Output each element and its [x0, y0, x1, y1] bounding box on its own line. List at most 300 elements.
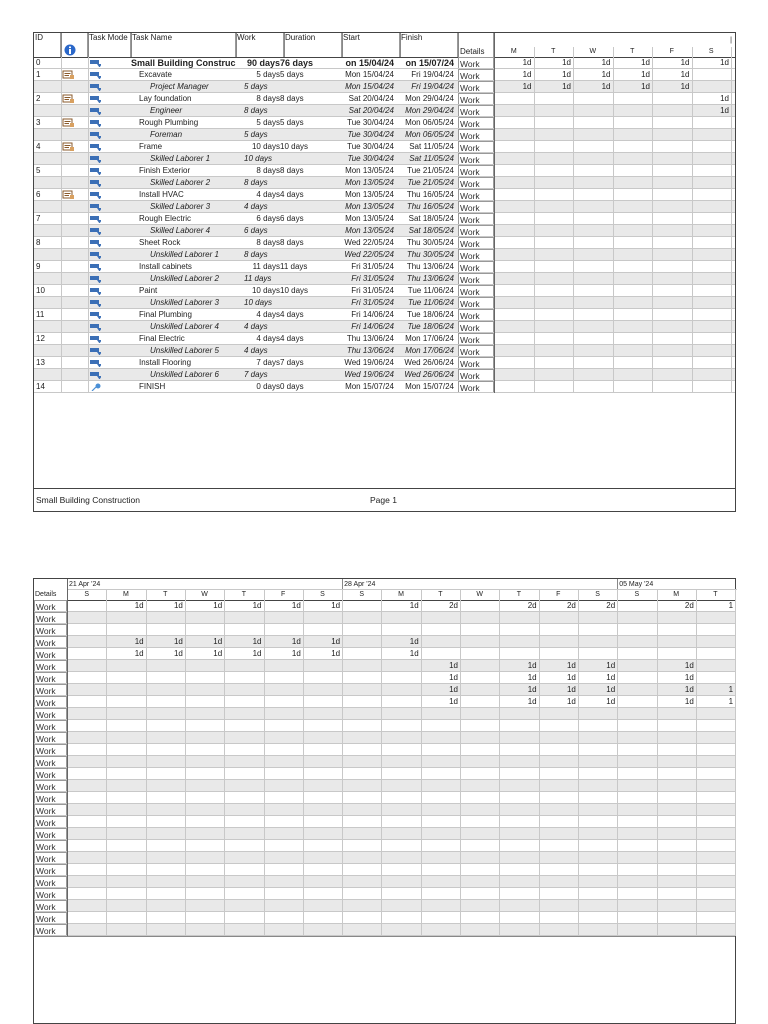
task-duration: 8 days: [280, 94, 304, 103]
header-day: M: [398, 591, 404, 598]
header-trailing-tick: |: [730, 37, 732, 44]
manual-schedule-pin-icon: [90, 383, 101, 391]
task-work: 4 days: [256, 310, 280, 319]
notes-icon[interactable]: [62, 118, 74, 128]
timescale-divider: [692, 57, 693, 393]
timescale-value: 1d: [720, 58, 729, 67]
header-day: S: [708, 48, 714, 55]
timescale-divider: [731, 57, 732, 393]
details-work-label: Work: [34, 828, 67, 840]
task-work: 10 days: [244, 298, 273, 307]
details-work-label: Work: [458, 261, 494, 273]
details-work-label: Work: [458, 345, 494, 357]
task-finish: Wed 26/06/24: [404, 358, 454, 367]
auto-schedule-icon: [90, 167, 101, 175]
task-start: Sat 20/04/24: [348, 94, 394, 103]
notes-icon[interactable]: [62, 94, 74, 104]
row-id: 5: [36, 166, 41, 175]
task-work: 8 days: [244, 250, 268, 259]
header-day: W: [476, 591, 483, 598]
task-work: 6 days: [256, 214, 280, 223]
task-start: Mon 13/05/24: [345, 202, 394, 211]
details-work-label: Work: [34, 660, 67, 672]
task-start: Tue 30/04/24: [347, 154, 394, 163]
task-name[interactable]: Skilled Laborer 1: [150, 154, 211, 163]
task-duration: 4 days: [280, 190, 304, 199]
task-start: Wed 19/06/24: [344, 370, 394, 379]
usage-row: [34, 852, 735, 864]
timescale-value: 1d: [680, 58, 690, 67]
task-name[interactable]: Small Building Construc: [131, 58, 236, 68]
details-work-label: Work: [34, 732, 67, 744]
timescale-value: 1d: [409, 601, 419, 610]
task-start: Tue 30/04/24: [347, 118, 394, 127]
usage-row: [34, 756, 735, 768]
notes-icon[interactable]: [62, 70, 74, 80]
details-work-label: Work: [34, 840, 67, 852]
task-finish: Wed 26/06/24: [404, 370, 454, 379]
timescale-value: 1d: [409, 649, 419, 658]
print-page-1: [33, 32, 736, 512]
details-work-label: Work: [458, 321, 494, 333]
details-work-label: Work: [34, 780, 67, 792]
week-label: 21 Apr '24: [69, 581, 101, 588]
task-duration: 4 days: [280, 310, 304, 319]
details-work-label: Work: [458, 213, 494, 225]
task-name[interactable]: Unskilled Laborer 1: [150, 250, 219, 259]
task-name[interactable]: Unskilled Laborer 3: [150, 298, 219, 307]
task-work: 90 days: [246, 58, 280, 68]
usage-row: [34, 636, 735, 648]
details-divider: [494, 33, 495, 393]
timescale-value: 1d: [134, 637, 144, 646]
task-duration: 5 days: [280, 118, 304, 127]
auto-schedule-icon: [90, 335, 101, 343]
task-work: 6 days: [244, 226, 268, 235]
task-name[interactable]: Foreman: [150, 130, 183, 139]
auto-schedule-icon: [90, 203, 101, 211]
details-work-label: Work: [458, 333, 494, 345]
timescale-value: 1d: [449, 685, 458, 694]
row-id: 11: [36, 310, 45, 319]
auto-schedule-icon: [90, 119, 101, 127]
header-day: M: [510, 48, 517, 55]
table-row: [34, 249, 735, 261]
timescale-divider: [185, 600, 186, 936]
task-start: Fri 14/06/24: [351, 310, 394, 319]
task-duration: 4 days: [280, 334, 304, 343]
auto-schedule-icon: [90, 215, 101, 223]
timescale-value: 1d: [522, 70, 532, 79]
task-start: Fri 14/06/24: [351, 322, 394, 331]
header-day: T: [438, 591, 443, 598]
timescale-divider: [381, 600, 382, 936]
column-divider: [61, 33, 62, 57]
details-work-label: Work: [34, 648, 67, 660]
timescale-divider: [573, 57, 574, 393]
header-day: S: [359, 591, 365, 598]
task-finish: Mon 06/05/24: [405, 118, 454, 127]
task-finish: Tue 11/06/24: [408, 298, 454, 307]
task-name[interactable]: Skilled Laborer 3: [150, 202, 211, 211]
task-finish: Mon 06/05/24: [405, 130, 454, 139]
task-name[interactable]: Install Flooring: [139, 358, 192, 367]
task-duration: 76 days: [280, 58, 314, 68]
header-duration: Duration: [284, 33, 342, 57]
auto-schedule-icon: [90, 155, 101, 163]
table-row: [34, 129, 735, 141]
task-start: Mon 15/04/24: [345, 82, 394, 91]
timescale-value: 1d: [601, 82, 611, 91]
auto-schedule-icon: [90, 71, 101, 79]
timescale-value: 1d: [291, 649, 301, 658]
timescale-value: 1d: [641, 82, 650, 91]
task-finish: Thu 16/05/24: [406, 202, 454, 211]
task-start: Wed 22/05/24: [344, 238, 394, 247]
auto-schedule-icon: [90, 263, 101, 271]
task-finish: Sat 18/05/24: [408, 226, 454, 235]
table-row: [34, 141, 735, 153]
header-day: S: [634, 591, 640, 598]
task-start: Fri 31/05/24: [351, 262, 394, 271]
details-work-label: Work: [458, 273, 494, 285]
details-work-label: Work: [458, 165, 494, 177]
details-work-label: Work: [34, 768, 67, 780]
timescale-value: 1d: [606, 697, 616, 706]
table-row: [34, 81, 735, 93]
timescale-value: 2d: [449, 601, 458, 610]
task-name[interactable]: Frame: [139, 142, 163, 151]
details-work-label: Work: [34, 624, 67, 636]
table-row: [34, 225, 735, 237]
details-work-label: Work: [34, 744, 67, 756]
header-day: S: [84, 591, 89, 598]
timescale-value: 1d: [173, 601, 183, 610]
row-id: 14: [36, 382, 45, 391]
task-finish: Sat 11/05/24: [409, 154, 454, 163]
timescale-value: 1d: [527, 697, 537, 706]
task-start: Mon 15/04/24: [345, 70, 394, 79]
task-work: 0 days: [256, 382, 280, 391]
header-indicators: [61, 33, 88, 57]
timescale-value: 2d: [606, 601, 616, 610]
timescale-value: 1: [728, 601, 734, 610]
timescale-value: 1d: [522, 82, 532, 91]
task-finish: Sat 18/05/24: [408, 214, 454, 223]
timescale-value: 1d: [684, 685, 694, 694]
task-start: Fri 31/05/24: [351, 274, 394, 283]
task-name[interactable]: Unskilled Laborer 4: [150, 322, 219, 331]
column-divider: [400, 33, 401, 57]
task-finish: Mon 17/06/24: [405, 346, 454, 355]
timescale-divider: [106, 600, 107, 936]
column-divider: [61, 57, 62, 393]
row-id: 7: [36, 214, 41, 223]
details-work-label: Work: [458, 237, 494, 249]
usage-row: [34, 780, 735, 792]
table-row: [34, 165, 735, 177]
row-id: 4: [36, 142, 41, 151]
timescale-divider: [652, 57, 653, 393]
task-work: 4 days: [244, 322, 268, 331]
usage-row: [34, 708, 735, 720]
task-name[interactable]: Sheet Rock: [139, 238, 181, 247]
details-work-label: Work: [458, 81, 494, 93]
details-work-label: Work: [458, 369, 494, 381]
header-details: Details: [458, 33, 494, 57]
table-header: [34, 33, 735, 58]
table-row: [34, 189, 735, 201]
task-finish: on 15/07/24: [405, 58, 454, 68]
row-id: 3: [36, 118, 41, 127]
task-finish: Mon 15/07/24: [405, 382, 454, 391]
table-row: [34, 369, 735, 381]
print-page-2: [33, 578, 736, 1024]
timescale-value: 1d: [562, 82, 571, 91]
task-finish: Tue 11/06/24: [407, 286, 454, 295]
row-id: 13: [36, 358, 45, 367]
auto-schedule-icon: [90, 239, 101, 247]
task-finish: Tue 21/05/24: [407, 178, 454, 187]
task-work: 11 days: [252, 262, 280, 271]
task-start: Fri 31/05/24: [351, 286, 394, 295]
auto-schedule-icon: [90, 83, 101, 91]
usage-row: [34, 660, 735, 672]
task-name[interactable]: Finish Exterior: [139, 166, 191, 175]
details-work-label: Work: [458, 309, 494, 321]
details-work-label: Work: [34, 864, 67, 876]
task-duration: 6 days: [280, 214, 304, 223]
task-name[interactable]: Install cabinets: [139, 262, 192, 271]
table-row: [34, 213, 735, 225]
table-row: [34, 261, 735, 273]
header-day: F: [556, 591, 561, 598]
details-work-label: Work: [458, 105, 494, 117]
details-divider: [67, 579, 68, 936]
timescale-divider: [613, 57, 614, 393]
column-divider: [236, 33, 237, 57]
task-duration: 8 days: [280, 238, 304, 247]
task-name[interactable]: Rough Plumbing: [139, 118, 199, 127]
auto-schedule-icon: [90, 59, 101, 67]
header-start: Start: [342, 33, 400, 57]
details-work-label: Work: [34, 816, 67, 828]
details-work-label: Work: [458, 285, 494, 297]
details-work-label: Work: [458, 141, 494, 153]
timescale-value: 1d: [527, 661, 537, 670]
timescale-value: 1: [728, 697, 734, 706]
footer-page-number: Page 1: [370, 495, 397, 505]
task-work: 5 days: [244, 130, 268, 139]
task-name[interactable]: Project Manager: [150, 82, 209, 91]
timescale-value: 1d: [527, 685, 537, 694]
details-work-label: Work: [34, 708, 67, 720]
week-label: 05 May '24: [619, 581, 654, 588]
task-name[interactable]: Engineer: [150, 106, 183, 115]
task-name[interactable]: FINISH: [139, 382, 166, 391]
task-start: Thu 13/06/24: [346, 334, 394, 343]
timescale-divider: [578, 600, 579, 936]
notes-icon[interactable]: [62, 142, 74, 152]
timescale-value: 1d: [291, 601, 301, 610]
task-name[interactable]: Skilled Laborer 2: [150, 178, 211, 187]
usage-row: [34, 792, 735, 804]
table-row: [34, 381, 735, 393]
header-id: ID: [34, 33, 61, 57]
task-name[interactable]: Skilled Laborer 4: [150, 226, 211, 235]
task-work: 10 days: [244, 154, 273, 163]
timescale-value: 2d: [566, 601, 576, 610]
task-finish: Mon 29/04/24: [405, 106, 454, 115]
table-row: [34, 345, 735, 357]
header-day: T: [163, 591, 168, 598]
task-duration: 7 days: [280, 358, 304, 367]
task-name[interactable]: Unskilled Laborer 5: [150, 346, 219, 355]
header-day: S: [595, 591, 600, 598]
column-divider: [131, 33, 132, 57]
details-work-label: Work: [34, 792, 67, 804]
details-work-label: Work: [458, 129, 494, 141]
timescale-value: 1d: [134, 649, 144, 658]
details-work-label: Work: [34, 696, 67, 708]
timescale-value: 1d: [606, 661, 616, 670]
notes-icon[interactable]: [62, 190, 74, 200]
details-work-label: Work: [34, 888, 67, 900]
week-label: 28 Apr '24: [344, 581, 376, 588]
auto-schedule-icon: [90, 179, 101, 187]
task-finish: Thu 30/05/24: [406, 238, 454, 247]
task-start: Thu 13/06/24: [346, 346, 394, 355]
row-id: 8: [36, 238, 41, 247]
task-work: 7 days: [244, 370, 268, 379]
timescale-value: 1d: [606, 673, 616, 682]
header-finish: Finish: [400, 33, 458, 57]
task-name[interactable]: Final Electric: [139, 334, 185, 343]
timescale-value: 1d: [173, 637, 183, 646]
timescale-divider: [499, 600, 500, 936]
table-row: [34, 237, 735, 249]
task-finish: Thu 13/06/24: [406, 274, 454, 283]
row-id: 6: [36, 190, 41, 199]
timescale-value: 1d: [720, 106, 729, 115]
timescale-value: 1d: [252, 649, 262, 658]
timescale-value: 1d: [606, 685, 616, 694]
task-name[interactable]: Paint: [139, 286, 158, 295]
details-work-label: Work: [458, 357, 494, 369]
usage-row: [34, 612, 735, 624]
task-start: Tue 30/04/24: [347, 142, 394, 151]
grid-bottom: [34, 936, 735, 937]
timescale-divider: [460, 600, 461, 936]
timescale-value: 1d: [449, 697, 458, 706]
timescale-value: 1d: [641, 58, 650, 67]
timescale-value: 1d: [449, 661, 458, 670]
usage-row: [34, 912, 735, 924]
header-mid-divider: [67, 589, 737, 590]
task-work: 8 days: [244, 178, 268, 187]
auto-schedule-icon: [90, 251, 101, 259]
table-row: [34, 357, 735, 369]
header-day: F: [669, 48, 674, 55]
task-work: 8 days: [244, 106, 268, 115]
task-name[interactable]: Rough Electric: [139, 214, 192, 223]
header-details: Details: [35, 591, 57, 598]
timescale-value: 1d: [291, 637, 301, 646]
timescale-value: 1d: [252, 637, 262, 646]
footer-project-name: Small Building Construction: [36, 495, 140, 505]
details-work-label: Work: [458, 189, 494, 201]
task-name[interactable]: Unskilled Laborer 6: [150, 370, 219, 379]
row-id: 0: [36, 58, 41, 67]
auto-schedule-icon: [90, 131, 101, 139]
timescale-value: 1d: [449, 673, 458, 682]
task-finish: Tue 18/06/24: [407, 322, 454, 331]
task-finish: Thu 30/05/24: [406, 250, 454, 259]
task-name[interactable]: Final Plumbing: [139, 310, 192, 319]
timescale-value: 1d: [601, 70, 611, 79]
timescale-divider: [696, 600, 697, 936]
task-work: 7 days: [256, 358, 280, 367]
timescale-value: 1d: [641, 70, 650, 79]
usage-row: [34, 696, 735, 708]
details-work-label: Work: [34, 612, 67, 624]
task-work: 5 days: [256, 118, 280, 127]
usage-row: [34, 888, 735, 900]
task-finish: Mon 17/06/24: [405, 334, 454, 343]
details-work-label: Work: [34, 672, 67, 684]
timescale-value: 1d: [566, 685, 576, 694]
task-start: Wed 19/06/24: [344, 358, 394, 367]
timescale-value: 1d: [601, 58, 611, 67]
task-duration: 11 days: [280, 262, 308, 271]
auto-schedule-icon: [90, 227, 101, 235]
table-row: [34, 93, 735, 105]
timescale-value: 1d: [522, 58, 532, 67]
header-day: M: [673, 591, 680, 598]
usage-row: [34, 672, 735, 684]
timescale-divider: [264, 600, 265, 936]
details-work-label: Work: [34, 876, 67, 888]
header-day: M: [123, 591, 129, 598]
timescale-value: 1d: [562, 70, 571, 79]
task-work: 5 days: [244, 82, 268, 91]
details-work-label: Work: [34, 720, 67, 732]
task-name[interactable]: Unskilled Laborer 2: [150, 274, 219, 283]
header-day: S: [320, 591, 325, 598]
timescale-divider: [342, 600, 343, 936]
details-work-label: Work: [34, 804, 67, 816]
task-name[interactable]: Excavate: [139, 70, 172, 79]
task-name[interactable]: Install HVAC: [139, 190, 184, 199]
task-name[interactable]: Lay foundation: [139, 94, 192, 103]
details-work-label: Work: [34, 684, 67, 696]
task-work: 8 days: [256, 238, 280, 247]
timescale-value: 1d: [331, 601, 341, 610]
timescale-divider: [421, 600, 422, 936]
details-work-label: Work: [34, 900, 67, 912]
header-day: T: [713, 591, 718, 598]
details-work-label: Work: [34, 636, 67, 648]
timescale-header: [34, 579, 735, 601]
task-work: 8 days: [256, 94, 280, 103]
task-start: Mon 13/05/24: [345, 190, 394, 199]
details-work-label: Work: [458, 297, 494, 309]
table-row: [34, 321, 735, 333]
timescale-value: 1d: [134, 601, 144, 610]
table-row: [34, 177, 735, 189]
auto-schedule-icon: [90, 287, 101, 295]
table-row: [34, 309, 735, 321]
